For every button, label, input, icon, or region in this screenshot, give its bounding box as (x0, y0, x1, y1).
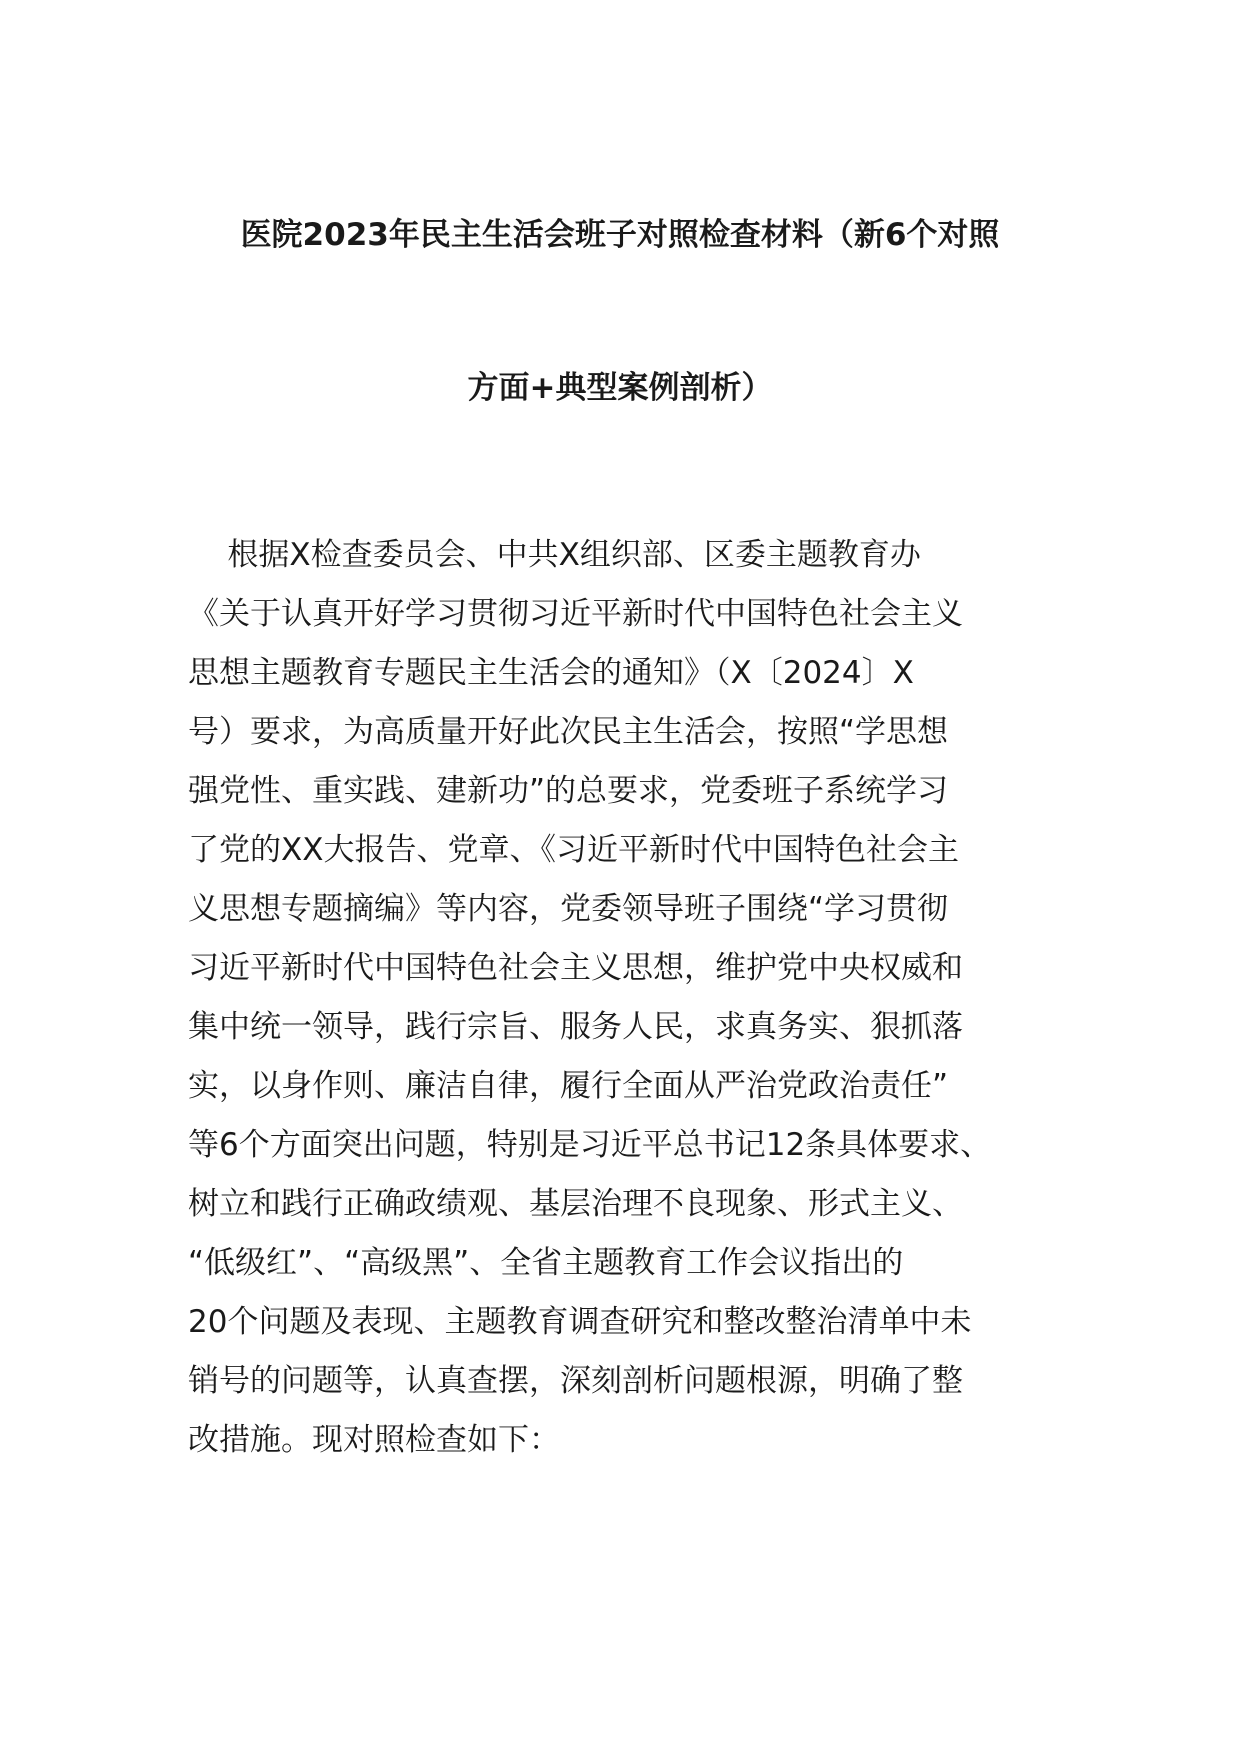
document-title-line-2: 方面+典型案例剖析） (467, 370, 773, 406)
body-line: 实，以身作则、廉洁自律，履行全面从严治党政治责任” (188, 1068, 949, 1104)
document-title-line-1: 医院2023年民主生活会班子对照检查材料（新6个对照 (240, 217, 1000, 253)
body-line: 习近平新时代中国特色社会主义思想，维护党中央权威和 (188, 950, 963, 986)
body-line: 思想主题教育专题民主生活会的通知》（X〔2024〕X (188, 655, 914, 691)
body-line: 集中统一领导，践行宗旨、服务人民，求真务实、狠抓落 (188, 1009, 963, 1045)
body-line: “低级红”、“高级黑”、全省主题教育工作会议指出的 (188, 1245, 904, 1281)
body-line: 根据X检查委员会、中共X组织部、区委主题教育办 (188, 537, 921, 573)
body-line: 号）要求，为高质量开好此次民主生活会，按照“学思想 (188, 714, 949, 750)
body-line: 强党性、重实践、建新功”的总要求，党委班子系统学习 (188, 773, 949, 809)
body-line: 改措施。现对照检查如下： (188, 1422, 560, 1458)
body-line: 《关于认真开好学习贯彻习近平新时代中国特色社会主义 (188, 596, 963, 632)
body-line: 树立和践行正确政绩观、基层治理不良现象、形式主义、 (188, 1186, 963, 1222)
body-line: 了党的XX大报告、党章、《习近平新时代中国特色社会主 (188, 832, 959, 868)
body-line: 20个问题及表现、主题教育调查研究和整改整治清单中未 (188, 1304, 972, 1340)
body-line: 义思想专题摘编》等内容，党委领导班子围绕“学习贯彻 (188, 891, 949, 927)
body-line: 销号的问题等，认真查摆，深刻剖析问题根源，明确了整 (188, 1363, 963, 1399)
body-line: 等6个方面突出问题，特别是习近平总书记12条具体要求、 (188, 1127, 992, 1163)
